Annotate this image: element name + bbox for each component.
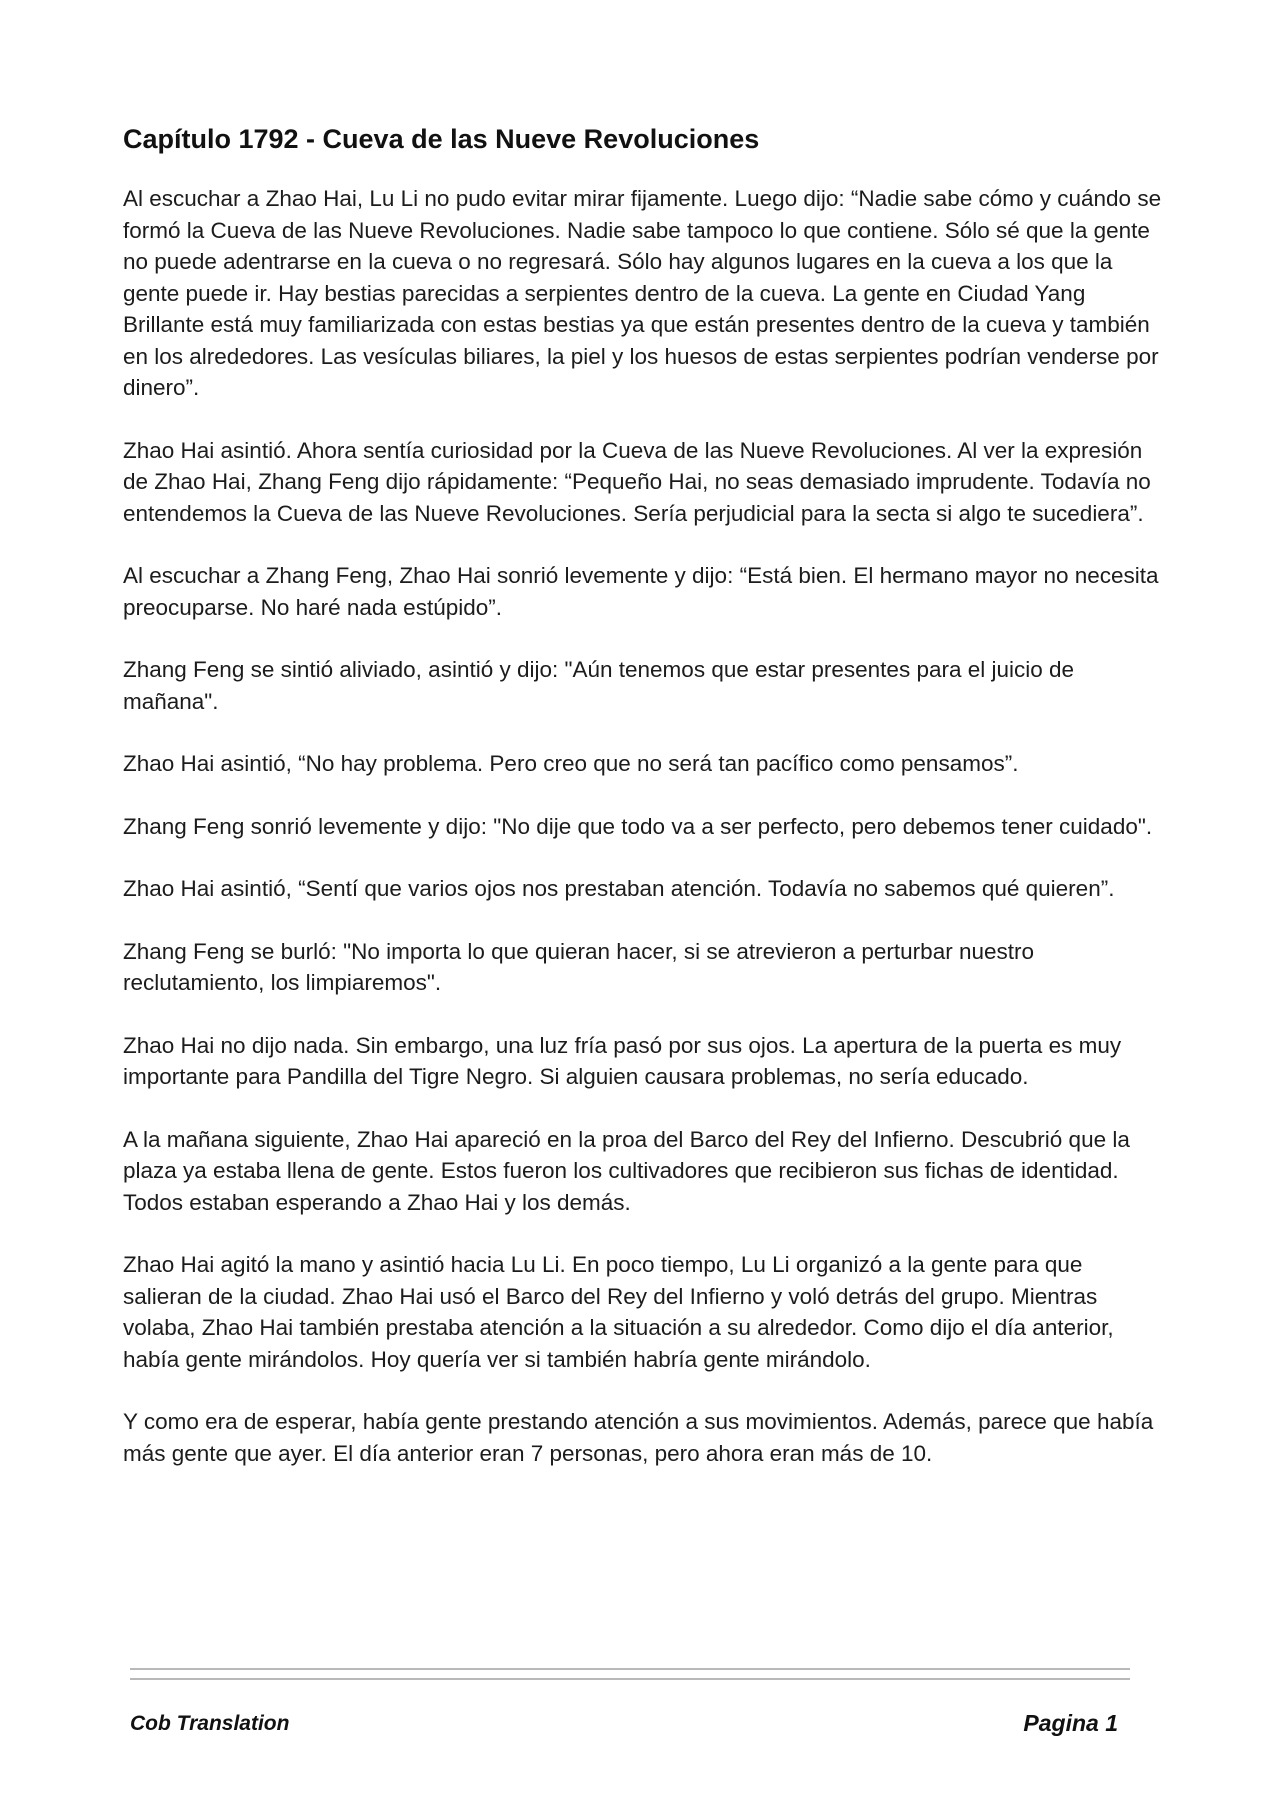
footer-divider-top bbox=[130, 1668, 1130, 1670]
footer-divider-bottom bbox=[130, 1678, 1130, 1680]
paragraph-5: Zhao Hai asintió, “No hay problema. Pero creo que no será tan pacífico como pensamos”. bbox=[123, 751, 1019, 776]
paragraph-2: Zhao Hai asintió. Ahora sentía curiosidad por la Cueva de las Nueve Revoluciones. Al ver la expresión de Zhao Hai, Zhang Feng dijo rápidamente: “Pequeño Hai, no seas demasiado imprudente. Todavía no entendemos la Cueva de las Nueve Revoluciones. Sería perjudicial para la secta si algo te sucediera”. bbox=[123, 437, 1151, 526]
paragraph-10: A la mañana siguiente, Zhao Hai apareció en la proa del Barco del Rey del Infierno. Descubrió que la plaza ya estaba llena de gente. Estos fueron los cultivadores que recibieron sus fichas de identidad. Todos estaban esperando a Zhao Hai y los demás. bbox=[123, 1126, 1130, 1215]
paragraph-3: Al escuchar a Zhang Feng, Zhao Hai sonrió levemente y dijo: “Está bien. El hermano mayor no necesita preocuparse. No haré nada estúpido”. bbox=[123, 563, 1159, 620]
paragraph-8: Zhang Feng se burló: "No importa lo que quieran hacer, si se atrevieron a perturbar nuestro reclutamiento, los limpiaremos". bbox=[123, 938, 1034, 995]
footer-publisher: Cob Translation bbox=[130, 1712, 290, 1735]
paragraph-9: Zhao Hai no dijo nada. Sin embargo, una luz fría pasó por sus ojos. La apertura de la puerta es muy importante para Pandilla del Tigre Negro. Si alguien causara problemas, no sería educado. bbox=[123, 1032, 1122, 1089]
chapter-body bbox=[123, 183, 1163, 1500]
paragraph-1: Al escuchar a Zhao Hai, Lu Li no pudo evitar mirar fijamente. Luego dijo: “Nadie sabe cómo y cuándo se formó la Cueva de las Nueve Revoluciones. Nadie sabe tampoco lo que contiene. Sólo sé que la gente no puede adentrarse en la cueva o no regresará. Sólo hay algunos lugares en la cueva a los que la gente puede ir. Hay bestias parecidas a serpientes dentro de la cueva. La gente en Ciudad Yang Brillante está muy familiarizada con estas bestias ya que están presentes dentro de la cueva y también en los alrededores. Las vesículas biliares, la piel y los huesos de estas serpientes podrían venderse por dinero”. bbox=[123, 186, 1162, 400]
paragraph-6: Zhang Feng sonrió levemente y dijo: "No dije que todo va a ser perfecto, pero debemos tener cuidado". bbox=[123, 813, 1153, 839]
paragraph-11: Zhao Hai agitó la mano y asintió hacia Lu Li. En poco tiempo, Lu Li organizó a la gente para que salieran de la ciudad. Zhao Hai usó el Barco del Rey del Infierno y voló detrás del grupo. Mientras volaba, Zhao Hai también prestaba atención a la situación a su alrededor. Como dijo el día anterior, había gente mirándolos. Hoy quería ver si también habría gente mirándolo. bbox=[123, 1252, 1114, 1372]
paragraph-12: Y como era de esperar, había gente prestando atención a sus movimientos. Además, parece que había más gente que ayer. El día anterior eran 7 personas, pero ahora eran más de 10. bbox=[123, 1409, 1154, 1466]
footer-page-number: Pagina 1 bbox=[1023, 1710, 1118, 1736]
chapter-title: Capítulo 1792 - Cueva de las Nueve Revoluciones bbox=[123, 124, 760, 154]
paragraph-7: Zhao Hai asintió, “Sentí que varios ojos nos prestaban atención. Todavía no sabemos qué quieren”. bbox=[123, 876, 1115, 901]
paragraph-4: Zhang Feng se sintió aliviado, asintió y dijo: "Aún tenemos que estar presentes para el juicio de mañana". bbox=[123, 657, 1075, 714]
